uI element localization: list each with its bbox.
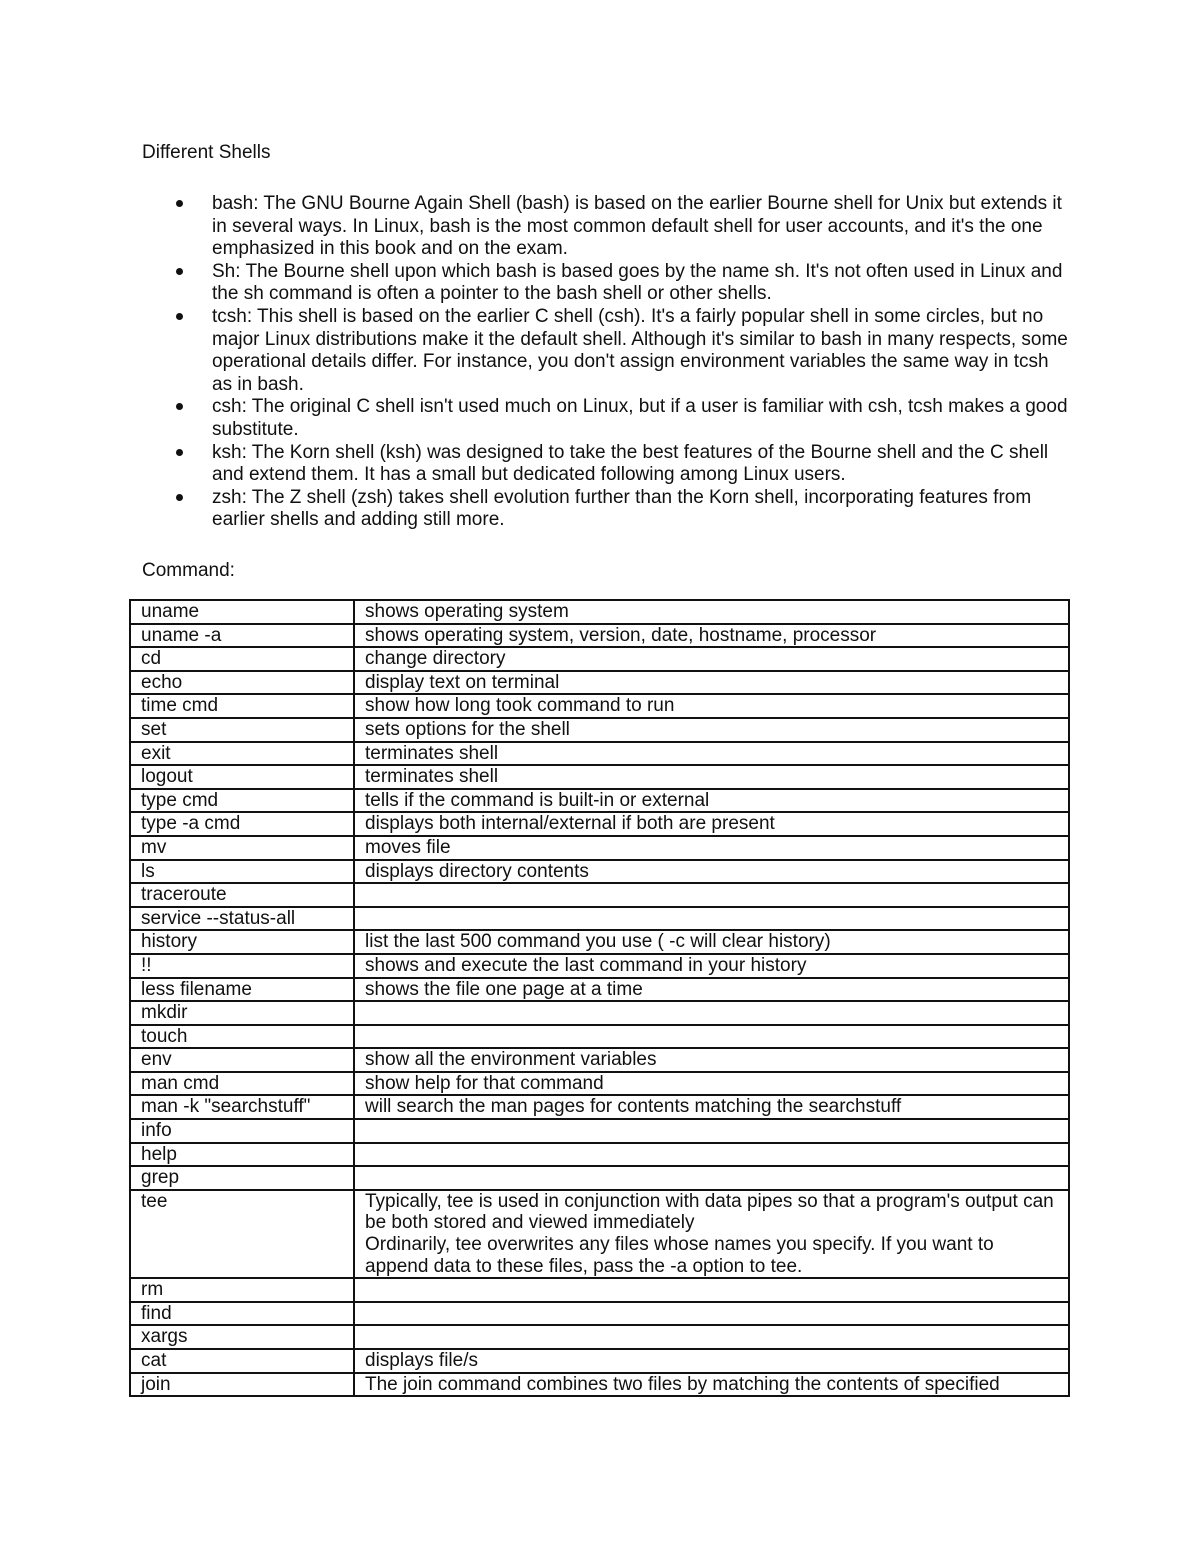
description-cell: display text on terminal [354,671,1069,695]
description-cell [354,1278,1069,1302]
list-item [0,306,1072,396]
table-row [130,742,1069,766]
command-cell: info [130,1119,354,1143]
description-paragraph: Typically, tee is used in conjunction with data pipes so that a program's output can be both stored and viewed immediately [365,1190,1054,1234]
table-row [130,624,1069,648]
list-item [0,261,1072,306]
table-row [130,1048,1069,1072]
command-cell: history [130,930,354,954]
description-cell: moves file [354,836,1069,860]
command-cell: service --status-all [130,907,354,931]
description-cell: show help for that command [354,1072,1069,1096]
command-cell: uname [130,600,354,624]
bullet-icon [176,494,183,501]
table-row [130,860,1069,884]
table-row [130,1025,1069,1049]
command-cell: traceroute [130,883,354,907]
command-cell: rm [130,1278,354,1302]
bullet-icon [176,403,183,410]
command-cell: grep [130,1166,354,1190]
command-cell: less filename [130,978,354,1002]
description-cell: displays directory contents [354,860,1069,884]
command-cell: join [130,1373,354,1397]
list-item [0,442,1072,487]
description-cell: shows operating system, version, date, hostname, processor [354,624,1069,648]
command-cell: man -k "searchstuff" [130,1095,354,1119]
table-row [130,836,1069,860]
description-cell: show how long took command to run [354,694,1069,718]
table-row [130,978,1069,1002]
description-cell [354,883,1069,907]
table-row [130,1072,1069,1096]
table-row [130,647,1069,671]
table-row [130,718,1069,742]
list-item-text: Sh: The Bourne shell upon which bash is based goes by the name sh. It's not often used in Linux and the sh command is often a pointer to the bash shell or other shells. [212,260,1063,305]
description-cell: shows and execute the last command in your history [354,954,1069,978]
table-row [130,1373,1069,1397]
description-cell: terminates shell [354,742,1069,766]
command-cell: xargs [130,1325,354,1349]
list-item [0,193,1072,261]
table-row [130,600,1069,624]
table-row [130,1119,1069,1143]
command-cell: logout [130,765,354,789]
table-row [130,930,1069,954]
bullet-icon [176,200,183,207]
list-item-text: csh: The original C shell isn't used much on Linux, but if a user is familiar with csh, tcsh makes a good substitute. [212,396,1068,440]
table-row [130,1302,1069,1326]
command-cell: ls [130,860,354,884]
command-cell: uname -a [130,624,354,648]
description-cell: show all the environment variables [354,1048,1069,1072]
shell-list [0,193,1072,532]
table-row [130,1278,1069,1302]
command-cell: echo [130,671,354,695]
description-cell: tells if the command is built-in or external [354,789,1069,813]
command-cell: type -a cmd [130,812,354,836]
list-item-text: tcsh: This shell is based on the earlier C shell (csh). It's a fairly popular shell in some circles, but no major Linux distributions make it the default shell. Although it's similar to bash in many respects, some operational details differ. For instance, you don't assign environment variables the same way in tcsh as in bash. [212,305,1068,395]
list-item-text: zsh: The Z shell (zsh) takes shell evolution further than the Korn shell, incorporating features from earlier shells and adding still more. [212,486,1032,531]
description-cell [354,1143,1069,1167]
command-cell: mkdir [130,1001,354,1025]
description-cell: change directory [354,647,1069,671]
command-label: Command: [142,560,235,581]
table-row [130,1325,1069,1349]
description-cell [354,1166,1069,1190]
description-cell [354,1119,1069,1143]
description-cell: shows operating system [354,600,1069,624]
list-item-text: bash: The GNU Bourne Again Shell (bash) is based on the earlier Bourne shell for Unix but extends it in several ways. In Linux, bash is the most common default shell for user accounts, and it's the one emphasized in this book and on the exam. [212,193,1062,260]
command-cell: touch [130,1025,354,1049]
table-row [130,883,1069,907]
description-cell [354,1025,1069,1049]
list-item [0,487,1072,532]
table-row [130,1001,1069,1025]
command-cell: cd [130,647,354,671]
list-item-text: ksh: The Korn shell (ksh) was designed to take the best features of the Bourne shell and the C shell and extend them. It has a small but dedicated following among Linux users. [212,441,1049,486]
table-row [130,765,1069,789]
command-cell: time cmd [130,694,354,718]
command-cell: exit [130,742,354,766]
description-cell [354,1190,1069,1278]
description-cell: sets options for the shell [354,718,1069,742]
table-row [130,1190,1069,1278]
list-item [0,396,1072,441]
command-cell: help [130,1143,354,1167]
description-cell: shows the file one page at a time [354,978,1069,1002]
description-paragraph: Ordinarily, tee overwrites any files whose names you specify. If you want to append data to these files, pass the -a option to tee. [365,1234,994,1277]
description-cell: list the last 500 command you use ( -c will clear history) [354,930,1069,954]
table-row [130,1349,1069,1373]
section-heading: Different Shells [142,142,271,163]
table-row [130,1143,1069,1167]
table-row [130,1095,1069,1119]
description-cell: The join command combines two files by matching the contents of specified [354,1373,1069,1397]
description-cell [354,1302,1069,1326]
table-row [130,694,1069,718]
table-row [130,1166,1069,1190]
command-cell: man cmd [130,1072,354,1096]
command-cell: find [130,1302,354,1326]
description-cell [354,907,1069,931]
table-row [130,812,1069,836]
table-row [130,671,1069,695]
table-row [130,954,1069,978]
bullet-icon [176,268,183,275]
description-cell [354,1325,1069,1349]
command-cell: cat [130,1349,354,1373]
description-cell: terminates shell [354,765,1069,789]
description-cell: displays file/s [354,1349,1069,1373]
bullet-icon [176,313,183,320]
table-row [130,789,1069,813]
command-cell: set [130,718,354,742]
description-cell [354,1001,1069,1025]
command-cell: env [130,1048,354,1072]
command-cell: !! [130,954,354,978]
command-cell: tee [130,1190,354,1278]
command-cell: mv [130,836,354,860]
command-table [129,599,1070,1397]
table-row [130,907,1069,931]
command-cell: type cmd [130,789,354,813]
bullet-icon [176,449,183,456]
description-cell: will search the man pages for contents matching the searchstuff [354,1095,1069,1119]
description-cell: displays both internal/external if both are present [354,812,1069,836]
